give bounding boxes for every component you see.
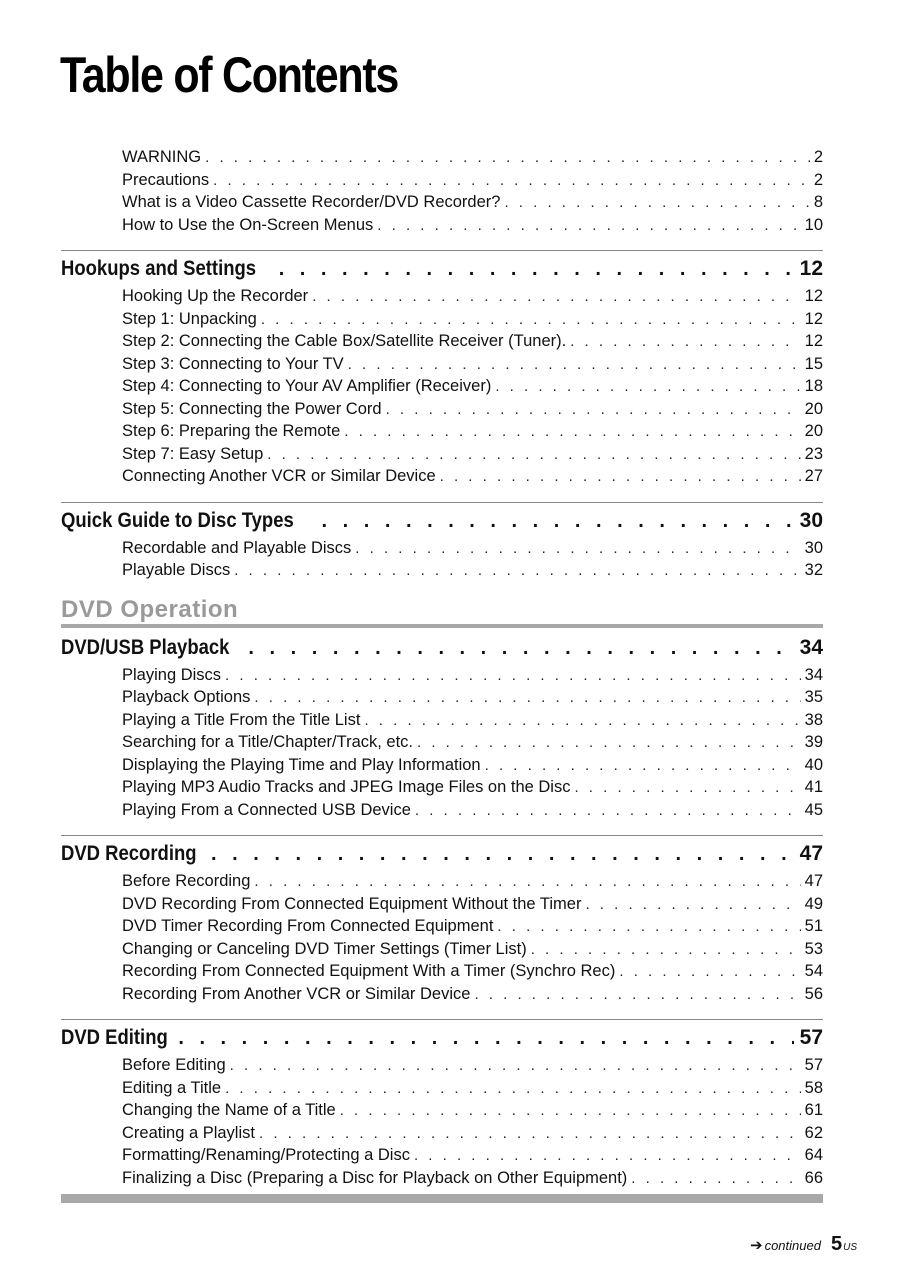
- toc-entry[interactable]: Creating a Playlist . . . 62: [61, 1124, 823, 1147]
- bottom-divider-bar: [61, 1194, 823, 1203]
- toc-entry[interactable]: Recording From Connected Equipment With a Timer (Synchro Rec) . . . 54: [61, 962, 823, 985]
- region-code: US: [843, 1242, 857, 1253]
- intro-list: [61, 148, 823, 238]
- toc-entry[interactable]: Step 2: Connecting the Cable Box/Satellite Receiver (Tuner). . . . 12: [61, 332, 823, 355]
- toc-entry[interactable]: Playing Discs . . . 34: [61, 666, 823, 689]
- toc-entry[interactable]: Step 1: Unpacking . . . 12: [61, 310, 823, 333]
- toc-entry[interactable]: Step 5: Connecting the Power Cord . . . 20: [61, 400, 823, 423]
- toc-entry[interactable]: Step 4: Connecting to Your AV Amplifier (Receiver) . . . 18: [61, 377, 823, 400]
- toc-entry[interactable]: Step 7: Easy Setup . . . 23: [61, 445, 823, 468]
- toc-entry[interactable]: Playing MP3 Audio Tracks and JPEG Image Files on the Disc . . . 41: [61, 778, 823, 801]
- page-number: 5: [830, 1233, 843, 1255]
- section-heading-editing[interactable]: DVD Editing . . . 57: [61, 1020, 823, 1056]
- toc-entry[interactable]: What is a Video Cassette Recorder/DVD Recorder? . . . 8: [61, 193, 823, 216]
- toc-entry[interactable]: How to Use the On-Screen Menus . . . 10: [61, 216, 823, 239]
- toc-entry[interactable]: Hooking Up the Recorder . . . 12: [61, 287, 823, 310]
- toc-entry[interactable]: Step 6: Preparing the Remote . . . 20: [61, 422, 823, 445]
- section-heading-disc-types[interactable]: Quick Guide to Disc Types . . . 30: [61, 503, 823, 539]
- toc-entry[interactable]: WARNING . . . 2: [61, 148, 823, 171]
- right-arrow-icon: ➔: [750, 1237, 763, 1254]
- toc-entry[interactable]: Changing or Canceling DVD Timer Settings (Timer List) . . . 53: [61, 940, 823, 963]
- dvd-operation-divider: [61, 624, 823, 628]
- toc-entry[interactable]: Recording From Another VCR or Similar Device . . . 56: [61, 985, 823, 1008]
- page-footer: [750, 1233, 857, 1256]
- toc-entry[interactable]: Before Editing . . . 57: [61, 1056, 823, 1079]
- toc-entry[interactable]: Editing a Title . . . 58: [61, 1079, 823, 1102]
- toc-entry[interactable]: Playback Options . . . 35: [61, 688, 823, 711]
- toc-entry[interactable]: Connecting Another VCR or Similar Device . . . 27: [61, 467, 823, 490]
- dvd-operation-label: DVD Operation: [61, 595, 239, 623]
- toc-entry[interactable]: Before Recording . . . 47: [61, 872, 823, 895]
- table-of-contents: [61, 148, 823, 1191]
- section-heading-recording[interactable]: DVD Recording . . . 47: [61, 836, 823, 872]
- toc-entry[interactable]: Recordable and Playable Discs . . . 30: [61, 539, 823, 562]
- toc-entry[interactable]: Searching for a Title/Chapter/Track, etc. . . . 39: [61, 733, 823, 756]
- toc-entry[interactable]: Playing a Title From the Title List . . . 38: [61, 711, 823, 734]
- page-title: Table of Contents: [60, 47, 398, 103]
- toc-entry[interactable]: Changing the Name of a Title . . . 61: [61, 1101, 823, 1124]
- section-heading-hookups[interactable]: Hookups and Settings . . . 12: [61, 251, 823, 287]
- continued-label: continued: [764, 1238, 821, 1253]
- toc-entry[interactable]: Step 3: Connecting to Your TV . . . 15: [61, 355, 823, 378]
- toc-entry[interactable]: DVD Timer Recording From Connected Equipment . . . 51: [61, 917, 823, 940]
- toc-entry[interactable]: Playable Discs . . . 32: [61, 561, 823, 584]
- toc-entry[interactable]: Finalizing a Disc (Preparing a Disc for Playback on Other Equipment) . . . 66: [61, 1169, 823, 1192]
- toc-entry[interactable]: DVD Recording From Connected Equipment Without the Timer . . . 49: [61, 895, 823, 918]
- toc-entry[interactable]: Displaying the Playing Time and Play Information . . . 40: [61, 756, 823, 779]
- toc-entry[interactable]: Playing From a Connected USB Device . . . 45: [61, 801, 823, 824]
- section-heading-playback[interactable]: DVD/USB Playback . . . 34: [61, 630, 823, 666]
- toc-entry[interactable]: Precautions . . . 2: [61, 171, 823, 194]
- toc-entry[interactable]: Formatting/Renaming/Protecting a Disc . . . 64: [61, 1146, 823, 1169]
